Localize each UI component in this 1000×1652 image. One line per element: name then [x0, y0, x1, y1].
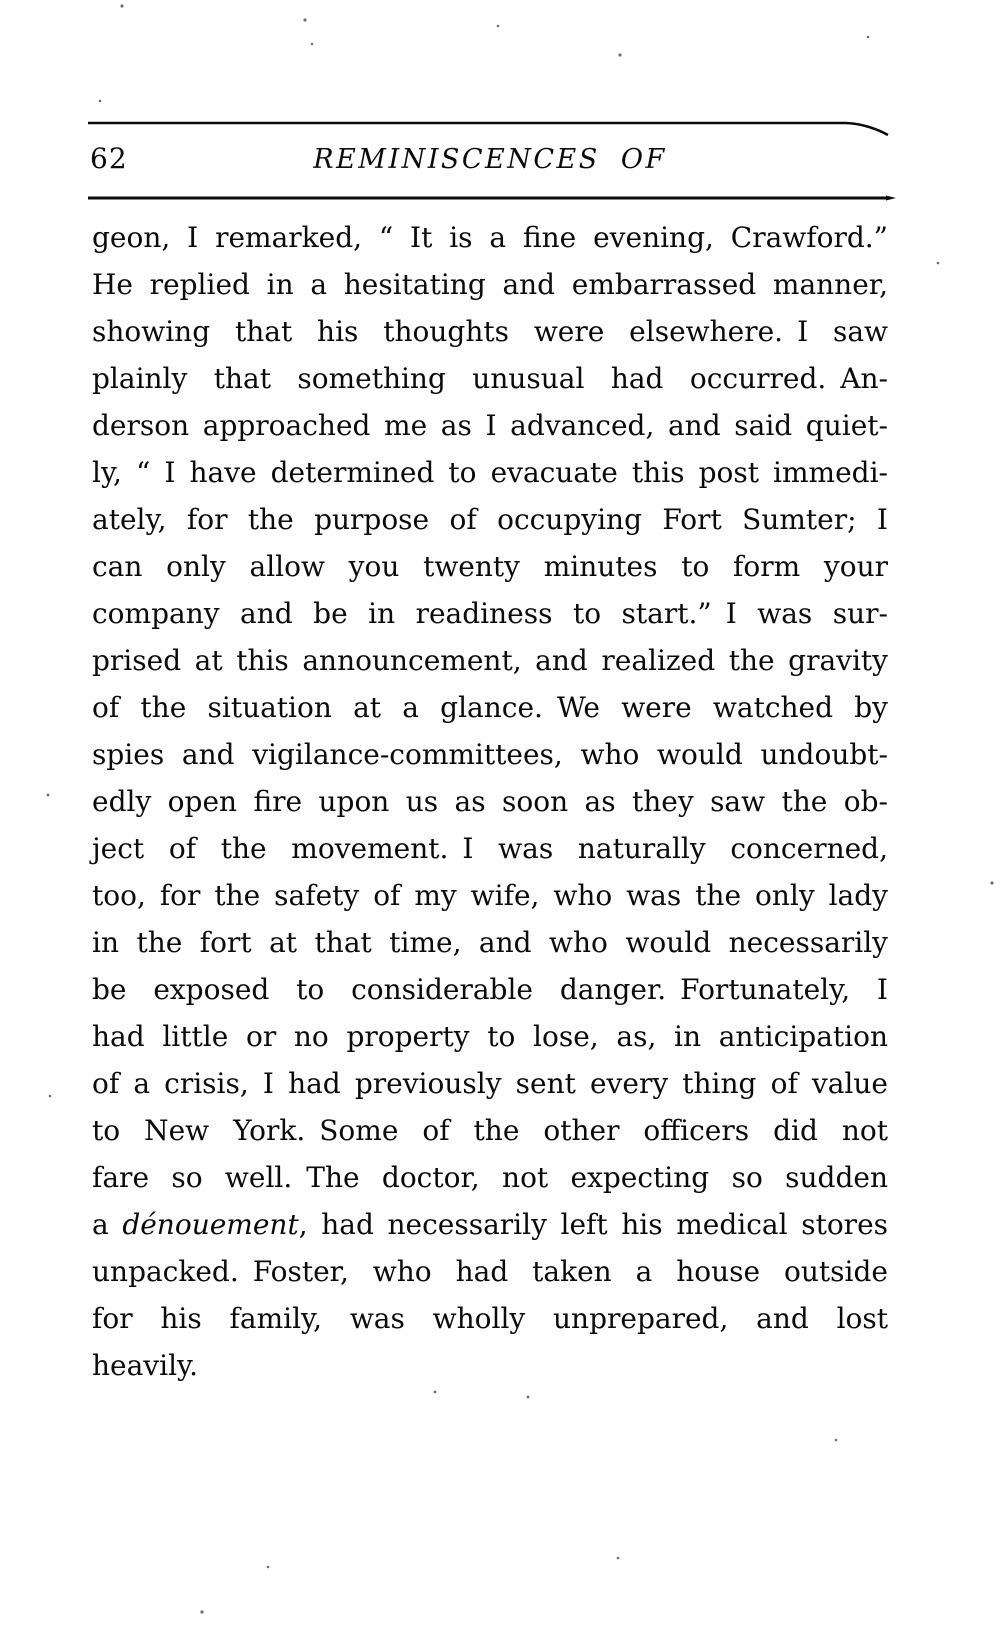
text-line: to New York. Some of the other officers did not — [92, 1114, 888, 1147]
page-number: 62 — [90, 142, 128, 175]
text-line: be exposed to considerable danger. Fortunately, I — [92, 973, 888, 1006]
header-top-rule — [88, 120, 900, 140]
text-line: geon, I remarked, “ It is a fine evening, Crawford.” — [92, 221, 888, 254]
text-line: edly open fire upon us as soon as they saw the ob- — [92, 785, 888, 818]
text-line: company and be in readiness to start.” I was sur- — [92, 597, 888, 630]
italic-word: dénouement — [122, 1208, 299, 1241]
text-line: had little or no property to lose, as, in anticipation — [92, 1020, 888, 1053]
text-line: can only allow you twenty minutes to form your — [92, 550, 888, 583]
text-line: heavily. — [92, 1349, 199, 1382]
text-line: spies and vigilance-committees, who would undoubt- — [92, 738, 888, 771]
text-line: plainly that something unusual had occurred. An- — [92, 362, 888, 395]
text-line: too, for the safety of my wife, who was the only lady — [92, 879, 888, 912]
header-bottom-rule — [88, 194, 900, 204]
text-line: derson approached me as I advanced, and said quiet- — [92, 409, 888, 442]
text-line: showing that his thoughts were elsewhere. I saw — [92, 315, 888, 348]
text-segment: , had necessarily left his medical stores — [298, 1208, 889, 1241]
text-line: ject of the movement. I was naturally concerned, — [92, 832, 888, 865]
text-line: for his family, was wholly unprepared, and lost — [92, 1302, 888, 1335]
text-line: of a crisis, I had previously sent every thing of value — [92, 1067, 888, 1100]
text-line: prised at this announcement, and realized the gravity — [92, 644, 888, 677]
text-line: unpacked. Foster, who had taken a house outside — [92, 1255, 888, 1288]
text-segment: a — [92, 1208, 123, 1241]
text-line: He replied in a hesitating and embarrassed manner, — [92, 268, 888, 301]
header-row — [88, 138, 892, 178]
text-line: in the fort at that time, and who would necessarily — [92, 926, 888, 959]
text-line — [92, 1201, 888, 1248]
text-line: ly, “ I have determined to evacuate this post immedi- — [92, 456, 888, 489]
text-line: ately, for the purpose of occupying Fort Sumter; I — [92, 503, 888, 536]
running-header-title: REMINISCENCES OF — [313, 144, 667, 175]
text-line: fare so well. The doctor, not expecting so sudden — [92, 1161, 888, 1194]
text-line: of the situation at a glance. We were watched by — [92, 691, 888, 724]
body-text — [92, 214, 888, 1389]
